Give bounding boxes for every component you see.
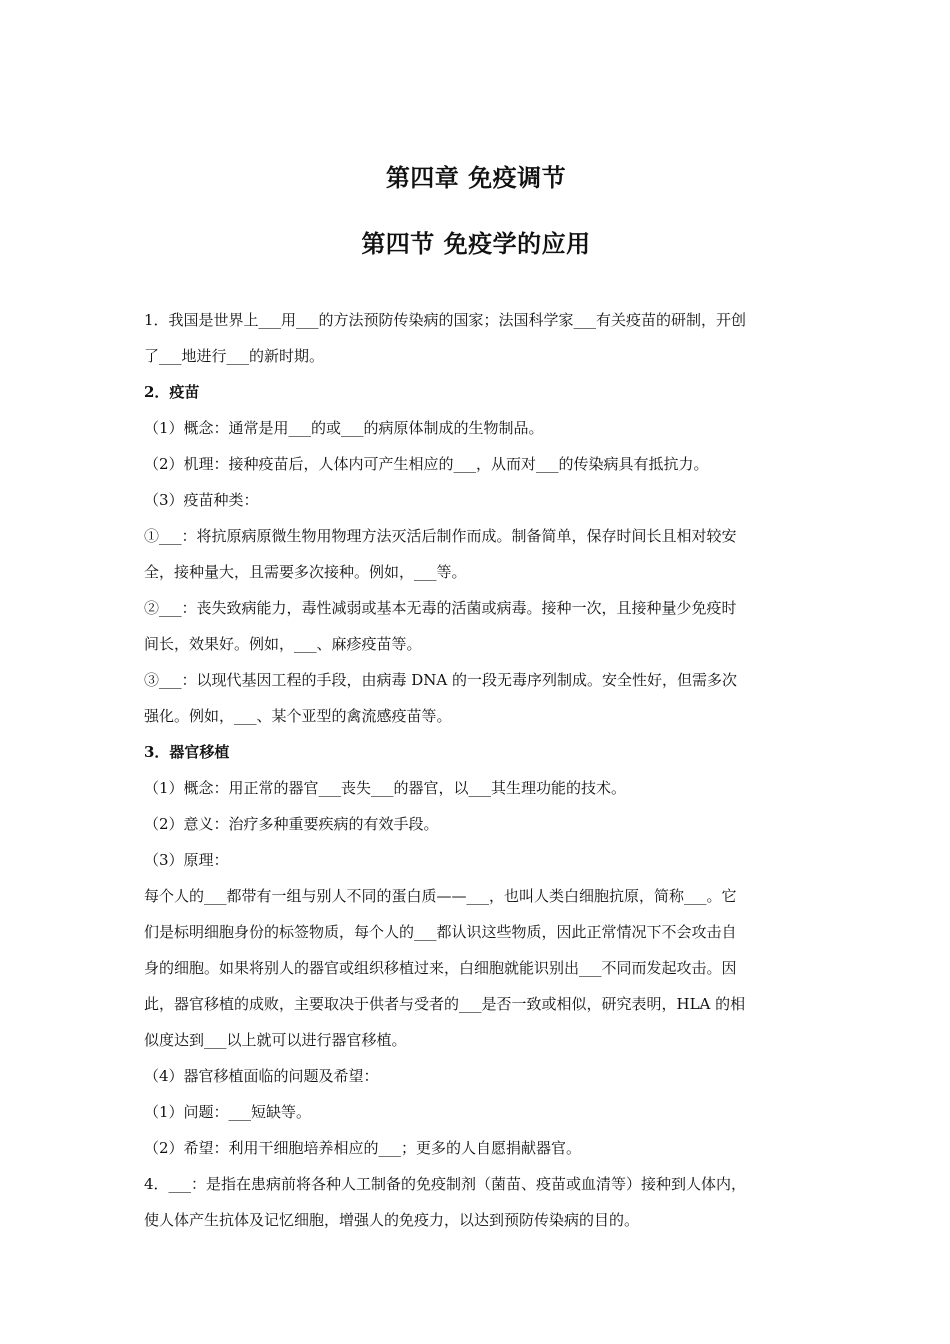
text-line: 间长，效果好。例如，___、麻疹疫苗等。 <box>144 635 422 653</box>
text-line: 们是标明细胞身份的标签物质，每个人的___都认识这些物质，因此正常情况下不会攻击自 <box>144 923 737 941</box>
section-heading: 3．器官移植 <box>144 743 230 761</box>
chapter-title: 第四章 免疫调节 <box>385 163 567 192</box>
text-line: （3）疫苗种类： <box>144 491 259 509</box>
text-line: 4．___：是指在患病前将各种人工制备的免疫制剂（菌苗、疫苗或血清等）接种到人体内， <box>144 1175 747 1193</box>
document-body <box>144 302 808 1238</box>
text-line: （1）问题：___短缺等。 <box>144 1103 312 1121</box>
text-line: （4）器官移植面临的问题及希望： <box>144 1067 379 1085</box>
text-line: 身的细胞。如果将别人的器官或组织移植过来，白细胞就能识别出___不同而发起攻击。因 <box>144 959 737 977</box>
text-line: 似度达到___以上就可以进行器官移植。 <box>144 1031 407 1049</box>
text-line: 使人体产生抗体及记忆细胞，增强人的免疫力，以达到预防传染病的目的。 <box>144 1211 640 1229</box>
text-line: 全，接种量大，且需要多次接种。例如，___等。 <box>144 563 467 581</box>
text-line: （2）机理：接种疫苗后，人体内可产生相应的___，从而对___的传染病具有抵抗力。 <box>144 455 709 473</box>
section-heading: 2．疫苗 <box>144 383 200 401</box>
text-line: 强化。例如，___、某个亚型的禽流感疫苗等。 <box>144 707 452 725</box>
text-line: ①___：将抗原病原微生物用物理方法灭活后制作而成。制备简单，保存时间长且相对较安 <box>144 527 737 545</box>
text-line: 了___地进行___的新时期。 <box>144 347 325 365</box>
text-line: ②___：丧失致病能力，毒性减弱或基本无毒的活菌或病毒。接种一次，且接种量少免疫时 <box>144 599 737 617</box>
text-line: 每个人的___都带有一组与别人不同的蛋白质——___，也叫人类白细胞抗原，简称___。它 <box>144 887 737 905</box>
text-line: （1）概念：用正常的器官___丧失___的器官，以___其生理功能的技术。 <box>144 779 627 797</box>
text-line: （3）原理： <box>144 851 229 869</box>
text-line: （2）意义：治疗多种重要疾病的有效手段。 <box>144 815 439 833</box>
text-line: 此，器官移植的成败，主要取决于供者与受者的___是否一致或相似，研究表明，HLA 的相 <box>144 995 746 1013</box>
text-line: （2）希望：利用干细胞培养相应的___；更多的人自愿捐献器官。 <box>144 1139 582 1157</box>
section-title: 第四节 免疫学的应用 <box>361 229 591 258</box>
text-line: 1．我国是世界上___用___的方法预防传染病的国家；法国科学家___有关疫苗的研制，开创 <box>144 311 747 329</box>
text-line: ③___：以现代基因工程的手段，由病毒 DNA 的一段无毒序列制成。安全性好，但需多次 <box>144 671 738 689</box>
text-line: （1）概念：通常是用___的或___的病原体制成的生物制品。 <box>144 419 544 437</box>
